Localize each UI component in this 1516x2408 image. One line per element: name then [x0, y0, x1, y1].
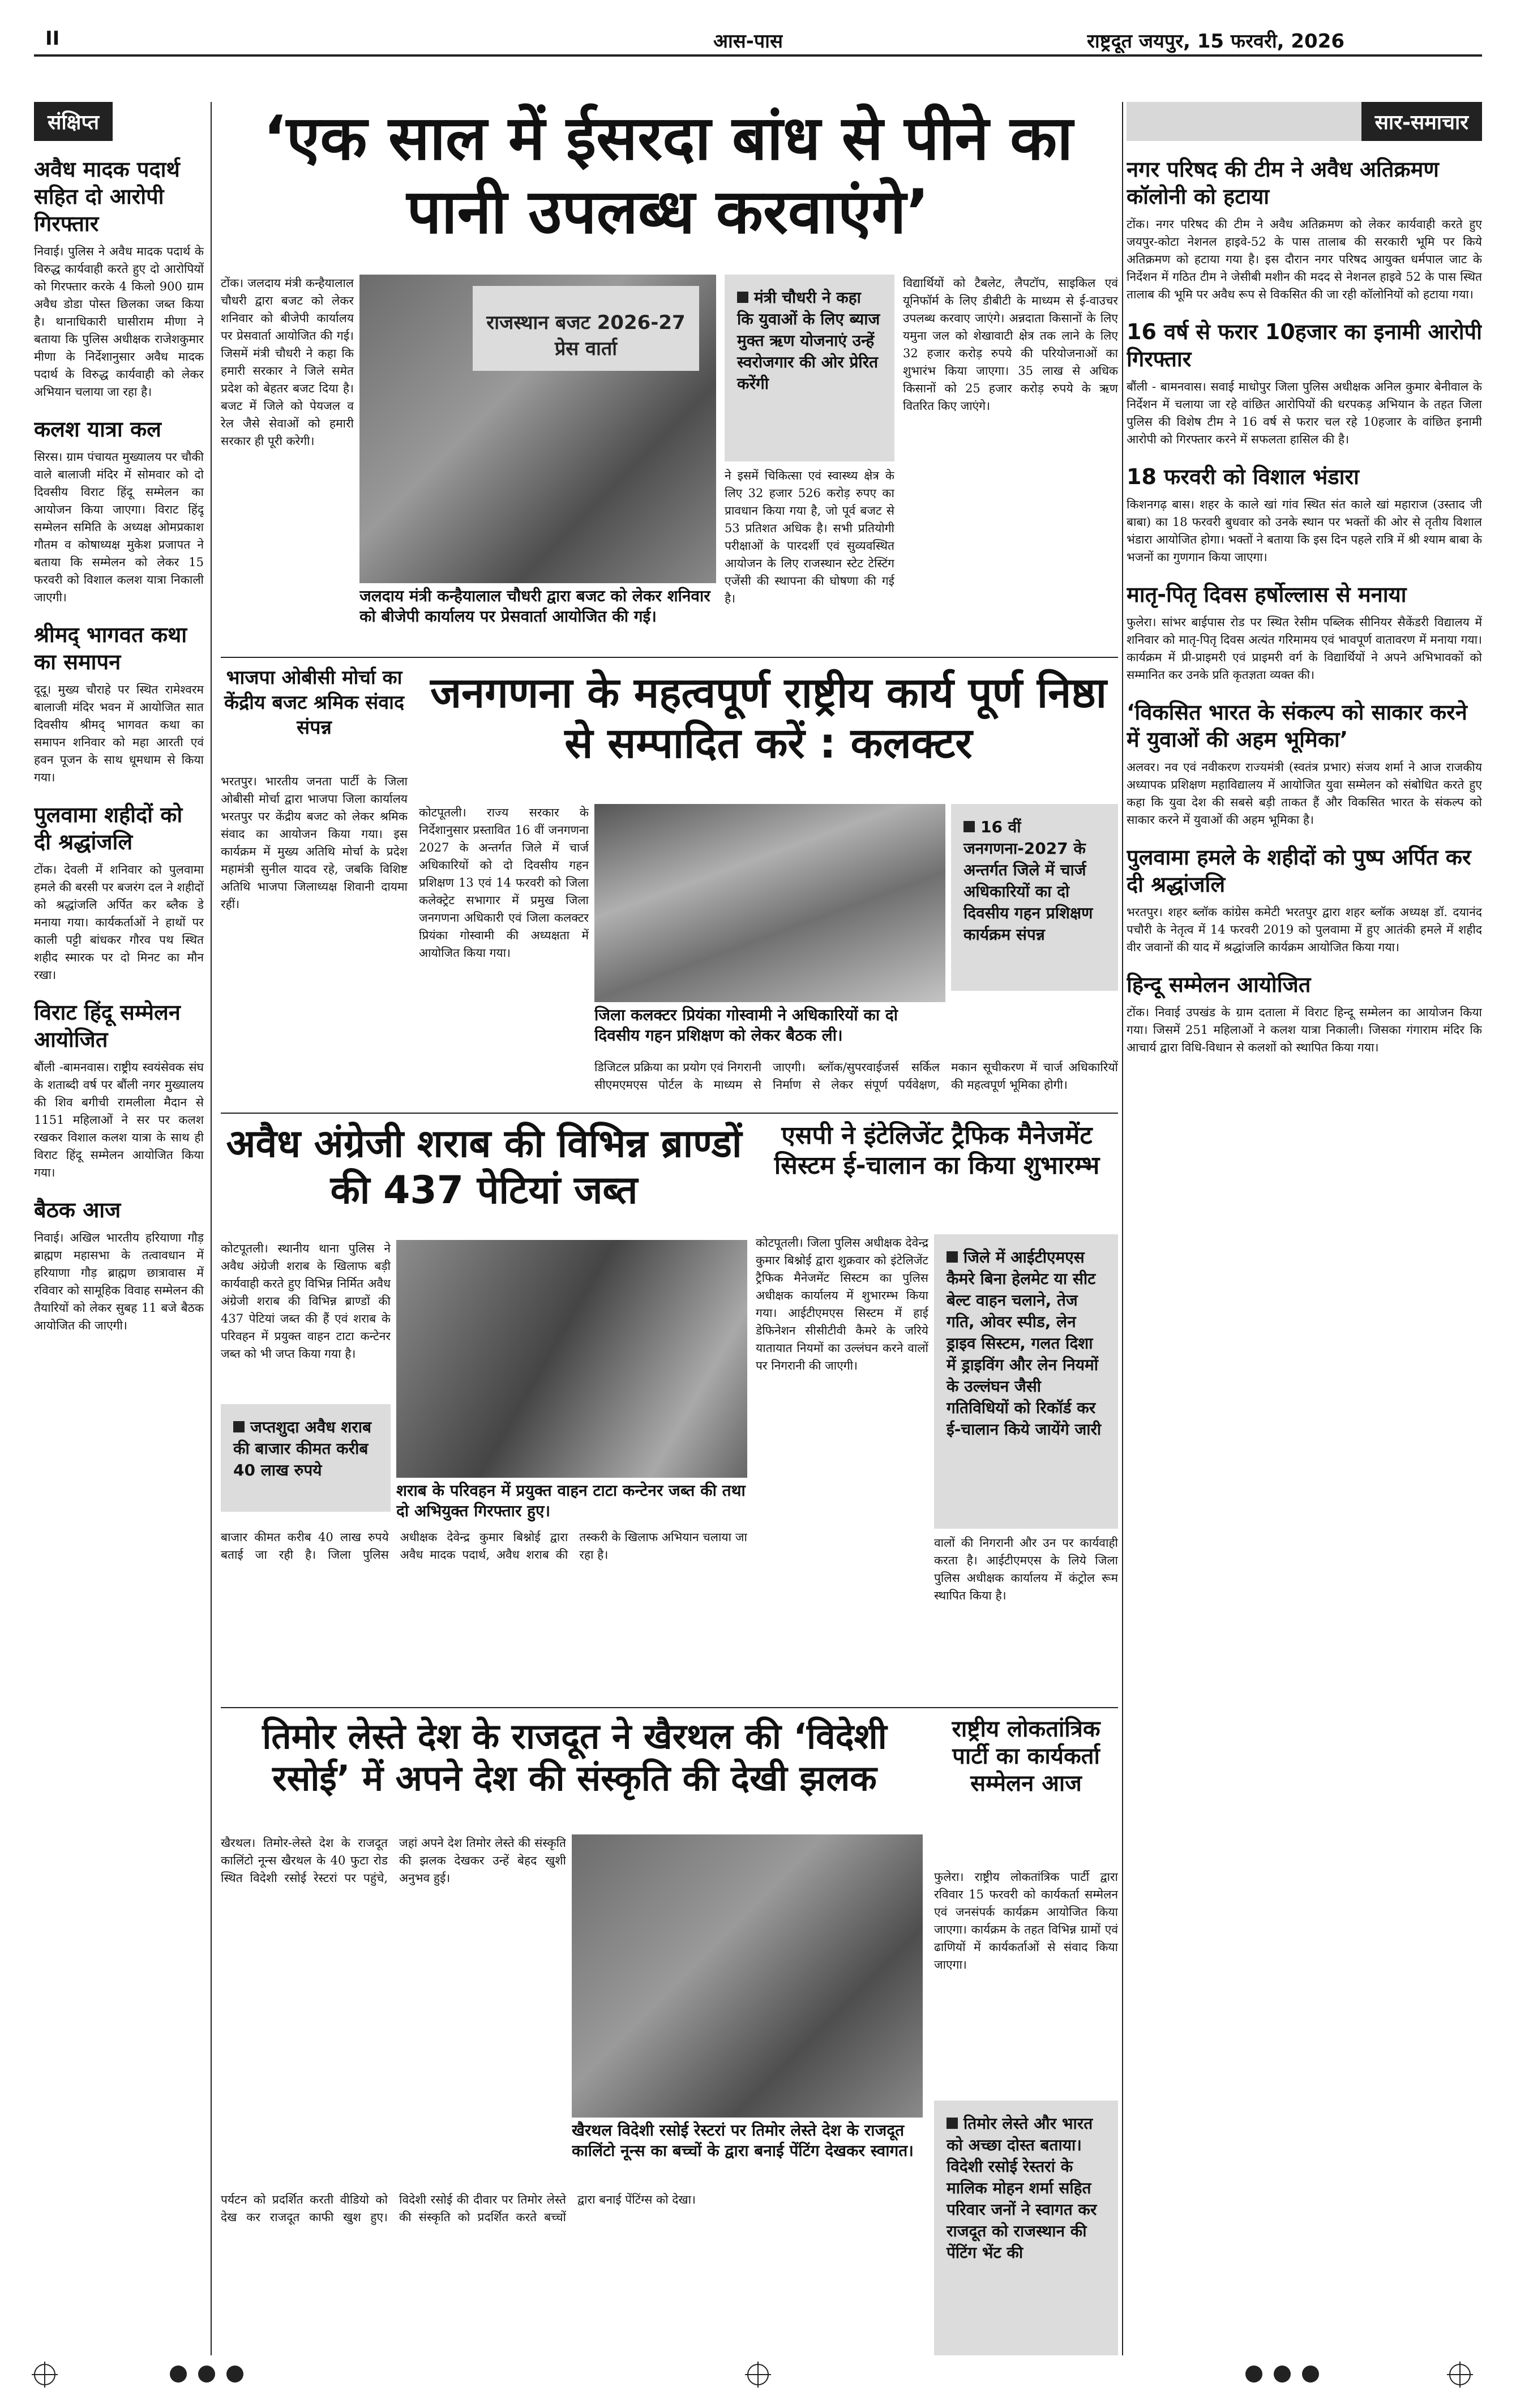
story1-body-3: विद्यार्थियों को टैबलेट, लैपटॉप, साइकिल एवं यूनिफॉर्म के लिए डीबीटी के माध्यम से ई-वाउचर उपलब्ध करवाए जाएंगे। अन्नदाता किसानों के लिए यमुना जल को शेखावाटी क्षेत्र तक लाने के लिए 32 हजार करोड़ रुपये की परियोजनाओं का शुभारंभ किया जाएगा। 35 लाख से अधिक किसानों को 25 हजार करोड़ रुपये के ऋण वितरित किए जाएंगे।: [903, 276, 1118, 413]
story4-body-1: कोटपूतली। जिला पुलिस अधीक्षक देवेन्द्र कुमार बिश्नोई द्वारा शुक्रवार को इंटेलिजेंट ट्रैफिक मैनेजमेंट सिस्टम का पुलिस अधीक्षक कार्यालय में शुभारम्भ किया गया। आईटीएमएस सिस्टम में हाई डेफिनेशन सीसीटीवी कैमरे के जरिये यातायात नियमों का उल्लंघन करने वालों पर निगरानी की जाएगी।: [756, 1236, 928, 1372]
masthead-date: राष्ट्रदूत जयपुर, 15 फरवरी, 2026: [1087, 30, 1345, 53]
story4-body-2: वालों की निगरानी और उन पर कार्यवाही करता है। आईटीएमएस के लिये जिला पुलिस अधीक्षक कार्यालय में कंट्रोल रूम स्थापित किया है।: [934, 1536, 1118, 1602]
brief-headline: पुलवामा हमले के शहीदों को पुष्प अर्पित कर दी श्रद्धांजलि: [1127, 845, 1471, 897]
brief-headline: 18 फरवरी को विशाल भंडारा: [1127, 464, 1359, 489]
brief-body: टोंक। निवाई उपखंड के ग्राम दताला में विराट हिन्दू सम्मेलन का आयोजन किया गया। जिसमें 251 महिलाओं ने कलश यात्रा निकाली। जिसका गंगाराम मंदिर कि आचार्य द्वारा विधि-विधान से कलशों को स्थापित किया गया।: [1127, 1006, 1482, 1054]
story6-body: फुलेरा। राष्ट्रीय लोकतांत्रिक पार्टी द्वारा रविवार 15 फरवरी को कार्यकर्ता सम्मेलन एवं जनसंपर्क कार्यक्रम आयोजित किया जाएगा। कार्यक्रम के तहत विभिन्न ग्रामों एवं ढाणियों में कार्यकर्ताओं से संवाद किया जाएगा।: [934, 1870, 1118, 1971]
brief-body: बौंली -बामनवास। राष्ट्रीय स्वयंसेवक संघ के शताब्दी वर्ष पर बौंली नगर मुख्यालय की शिव बगीची रामलीला मैदान से 1151 महिलाओं ने सर पर कलश रखकर विशाल कलश यात्रा के साथ ही विराट हिंदू सम्मेलन आयोजित किया गया।: [34, 1060, 204, 1179]
bullet-square-icon: [233, 1421, 245, 1432]
brief-headline: विराट हिंदू सम्मेलन आयोजित: [34, 1000, 181, 1052]
story-rule: [221, 1113, 1118, 1114]
press-conference-photo: [359, 275, 716, 583]
brief-body: निवाई। पुलिस ने अवैध मादक पदार्थ के विरुद्ध कार्यवाही करते हुए दो आरोपियों को गिरफ्तार करके 4 किलो 900 ग्राम अवैध डोडा पोस्त छिलका जब्त किया है। थानाधिकारी घासीराम मीणा ने बताया कि पुलिस अधीक्षक राजेशकुमार मीणा के निर्देशानुसार अवैध मादक पदार्थ के विरुद्ध कार्यवाही को लेकर अभियान चलाया जा रहा है।: [34, 245, 204, 399]
brief-headline: कलश यात्रा कल: [34, 417, 161, 442]
story5-body-2: पर्यटन को प्रदर्शित करती वीडियो को देख कर राजदूत काफी खुश हुए। विदेशी रसोई की दीवार पर तिमोर लेस्ते की संस्कृति को प्रदर्शित करते बच्चों द्वारा बनाई पेंटिंग्स को देखा।: [221, 2193, 696, 2224]
page-number: II: [45, 27, 60, 50]
column-rule: [1122, 102, 1123, 2355]
story-rule: [221, 1707, 1118, 1708]
story2-caption: जिला कलक्टर प्रियंका गोस्वामी ने अधिकारियों का दो दिवसीय गहन प्रशिक्षण को लेकर बैठक ली।: [594, 1006, 898, 1045]
color-dot-icon: [1274, 2366, 1291, 2383]
left-briefs-column: [34, 102, 204, 2355]
bullet-square-icon: [947, 2118, 958, 2129]
brief-headline: मातृ-पितृ दिवस हर्षोल्लास से मनाया: [1127, 582, 1407, 607]
bullet-square-icon: [737, 292, 748, 303]
brief-body: अलवर। नव एवं नवीकरण राज्यमंत्री (स्वतंत्र प्रभार) संजय शर्मा ने आज राजकीय अध्यापक प्रशिक्षण महाविद्यालय में आयोजित युवा सम्मेलन को संबोधित करते हुए कहा कि युवा देश की सबसे बड़ी ताकत हैं और विकसित भारत के संकल्प को साकार करने में युवाओं की अहम भूमिका है।: [1127, 760, 1482, 827]
story3-headline: अवैध अंग्रेजी शराब की विभिन्न ब्राण्डों की 437 पेटियां जब्त: [226, 1122, 742, 1213]
header-rule: [34, 54, 1482, 57]
briefs-tag: संक्षिप्त: [34, 102, 113, 141]
liquor-seizure-photo: [396, 1240, 747, 1478]
story6-headline: राष्ट्रीय लोकतांत्रिक पार्टी का कार्यकर्ता सम्मेलन आज: [952, 1716, 1100, 1797]
press-banner: राजस्थान बजट 2026-27 प्रेस वार्ता: [473, 286, 699, 371]
story1-body-2: ने इसमें चिकित्सा एवं स्वास्थ्य क्षेत्र के लिए 32 हजार 526 करोड़ रुपए का प्रावधान किया गया है, जो पूर्व बजट से 53 प्रतिशत अधिक है। सभी प्रतियोगी परीक्षाओं के पारदर्शी एवं सुव्यवस्थित आयोजन के लिए राजस्थान स्टेट टेस्टिंग एजेंसी की स्थापना की घोषणा की गई है।: [725, 469, 894, 605]
registration-mark-icon: [747, 2364, 769, 2385]
brief-headline: ‘विकसित भारत के संकल्प को साकार करने में युवाओं की अहम भूमिका’: [1127, 700, 1467, 752]
brief-body: सिरस। ग्राम पंचायत मुख्यालय पर चौकी वाले बालाजी मंदिर में सोमवार को दो दिवसीय विराट हिंदू सम्मेलन का आयोजन किया जाएगा। विराट हिंदू सम्मेलन समिति के अध्यक्ष ओमप्रकाश गौतम व कोषाध्यक्ष मुकेश प्रजापत ने बताया कि सम्मेलन को लेकर 15 फरवरी को विशाल कलश यात्रा निकाली जाएगी।: [34, 450, 204, 604]
registration-mark-icon: [34, 2364, 55, 2385]
column-rule: [211, 102, 212, 2355]
story2-body-1: कोटपूतली। राज्य सरकार के निर्देशानुसार प्रस्तावित 16 वीं जनगणना 2027 के अन्तर्गत जिले में चार्ज अधिकारियों को दो दिवसीय गहन प्रशिक्षण 13 एवं 14 फरवरी को जिला कलेक्ट्रेट सभागार में प्रमुख जिला जनगणना अधिकारी एवं जिला कलक्टर प्रियंका गोस्वामी की अध्यक्षता में आयोजित किया गया।: [419, 806, 589, 960]
brief-body: फुलेरा। सांभर बाईपास रोड पर स्थित रेसीम पब्लिक सीनियर सैकेंडरी विद्यालय में शनिवार को मातृ-पितृ दिवस अत्यंत गरिमामय एवं भावपूर्ण वातावरण में मनाया गया। कार्यक्रम में प्री-प्राइमरी एवं प्राइमरी वर्ग के विद्यार्थियों ने अपने अभिभावकों को सम्मानित कर उनके प्रति कृतज्ञता व्यक्त की।: [1127, 615, 1482, 682]
story5-body-1: खैरथल। तिमोर-लेस्ते देश के राजदूत कालिंटो नून्स खैरथल के 40 फुटा रोड स्थित विदेशी रसोई रेस्टरां पर पहुंचे, जहां अपने देश तिमोर लेस्ते की संस्कृति की झलक देखकर उन्हें बेहद खुशी अनुभव हुई।: [221, 1836, 566, 1885]
story1-highlight: मंत्री चौधरी ने कहा कि युवाओं के लिए ब्याज मुक्त ऋण योजनाएं उन्हें स्वरोजगार की ओर प्रेरित करेंगी: [725, 275, 894, 461]
story3-body-1: कोटपूतली। स्थानीय थाना पुलिस ने अवैध अंग्रेजी शराब के खिलाफ बड़ी कार्यवाही करते हुए विभिन्न निर्मित अवैध अंग्रेजी शराब की विभिन्न ब्राण्डों की 437 पेटियां जब्त की हैं एवं शराब के परिवहन में प्रयुक्त वाहन टाटा कन्टेनर जब्त को भी जप्त किया गया है।: [221, 1242, 391, 1361]
brief-body: टोंक। नगर परिषद की टीम ने अवैध अतिक्रमण को लेकर कार्यवाही करते हुए जयपुर-कोटा नेशनल हाइवे-52 के पास तालाब की सरकारी भूमि पर किये अतिक्रमण को हटाया गया है। इस दौरान नगर परिषद आयुक्त धर्मपाल जाट के निर्देशन में गठित टीम ने जेसीबी मशीन की मदद से नेशनल हाइवे 52 के पास स्थित तालाब की भूमि पर अवैध रूप से विकसित की जा रही कॉलोनियों को हटाया गया।: [1127, 217, 1482, 301]
brief-headline: बैठक आज: [34, 1197, 121, 1222]
story2-highlight: 16 वीं जनगणना-2027 के अन्तर्गत जिले में चार्ज अधिकारियों का दो दिवसीय गहन प्रशिक्षण कार्यक्रम संपन्न: [951, 804, 1118, 991]
brief-body: किशनगढ़ बास। शहर के काले खां गांव स्थित संत काले खां महाराज (उस्ताद जी बाबा) का 18 फरवरी बुधवार को उनके स्थान पर भक्तों की ओर से तृतीय विशाल भंडारा आयोजित होगा। भक्तों ने बताया कि इस दिन पहले रात्रि में श्री श्याम बाबा के भजनों का गुणगान किया जाएगा।: [1127, 498, 1482, 564]
brief-headline: हिन्दू सम्मेलन आयोजित: [1127, 972, 1311, 997]
story3-caption: शराब के परिवहन में प्रयुक्त वाहन टाटा कन्टेनर जब्त की तथा दो अभियुक्त गिरफ्तार हुए।: [396, 1481, 746, 1520]
color-dot-icon: [226, 2366, 243, 2383]
story5-caption: खैरथल विदेशी रसोई रेस्टरां पर तिमोर लेस्ते देश के राजदूत कालिंटो नून्स का बच्चों के द्वारा बनाई पेंटिंग देखकर स्वागत।: [572, 2121, 914, 2160]
color-dot-icon: [1302, 2366, 1319, 2383]
color-dot-icon: [1245, 2366, 1262, 2383]
story1-body-1: टोंक। जलदाय मंत्री कन्हैयालाल चौधरी द्वारा बजट को लेकर शनिवार को बीजेपी कार्यालय पर प्रेसवार्ता आयोजित की गई। जिसमें मंत्री चौधरी ने कहा कि हमारी सरकार ने जिले समेत प्रदेश को बेहतर बजट दिया है। बजट में जिले को पेयजल व रेल जैसे सेवाओं को हमारी सरकार ही पूरी करेगी।: [221, 276, 354, 448]
story2-body-2: डिजिटल प्रक्रिया का प्रयोग एवं निगरानी सीएमएमएस पोर्टल के माध्यम से जाएगी। ब्लॉक/सुपरवाईजर्स सर्किल निर्माण से लेकर संपूर्ण पर्यवेक्षण, मकान सूचीकरण में चार्ज अधिकारियों की महत्वपूर्ण भूमिका होगी।: [594, 1060, 1118, 1092]
brief-headline: नगर परिषद की टीम ने अवैध अतिक्रमण कॉलोनी को हटाया: [1127, 157, 1439, 209]
collector-meeting-photo: [594, 804, 945, 1002]
registration-mark-icon: [1449, 2364, 1471, 2385]
story2-sub-headline: भाजपा ओबीसी मोर्चा का केंद्रीय बजट श्रमिक संवाद संपन्न: [224, 666, 405, 739]
brief-body: टोंक। देवली में शनिवार को पुलवामा हमले की बरसी पर बजरंग दल ने शहीदों को श्रद्धांजलि अर्पित कर ब्लैक डे मनाया गया। कार्यकर्ताओं ने हाथों पर काली पट्टी बांधकर गौरव पथ स्थित शहीद स्मारक पर दो मिनट का मौन रखा।: [34, 863, 204, 982]
brief-headline: श्रीमद् भागवत कथा का समापन: [34, 622, 187, 674]
story4-highlight: जिले में आईटीएमएस कैमरे बिना हेलमेट या सीट बेल्ट वाहन चलाने, तेज गति, ओवर स्पीड, लेन ड्राइव सिस्टम, गलत दिशा में ड्राइविंग और लेन नियमों के उल्लंघन जैसी गतिविधियों को रिकॉर्ड कर ई-चालान किये जायेंगे जारी: [934, 1234, 1118, 1529]
brief-headline: अवैध मादक पदार्थ सहित दो आरोपी गिरफ्तार: [34, 157, 180, 236]
story2-sub-body: भरतपुर। भारतीय जनता पार्टी के जिला ओबीसी मोर्चा द्वारा भाजपा जिला कार्यालय भरतपुर पर केंद्रीय बजट को लेकर श्रमिक संवाद का आयोजन किया गया। इस कार्यक्रम में मुख्य अतिथि मोर्चा के प्रदेश महामंत्री सुनील यादव रहे, जबकि विशिष्ट अतिथि भाजपा जिलाध्यक्ष शिवानी दायमा रहीं।: [221, 775, 408, 911]
brief-body: बौंली - बामनवास। सवाई माधोपुर जिला पुलिस अधीक्षक अनिल कुमार बेनीवाल के निर्देशन में चलाया जा रहे वांछित आरोपियों की धरपकड़ अभियान के तहत जिला पुलिस की विशेष टीम ने 16 वर्ष से फरार चल रहे 10हजार के वांछित इनामी आरोपी को गिरफ्तार करने में सफलता हासिल की है।: [1127, 380, 1482, 446]
story3-highlight: जप्तशुदा अवैध शराब की बाजार कीमत करीब 40 लाख रुपये: [221, 1404, 391, 1512]
ambassador-visit-photo: [572, 1834, 923, 2118]
story-rule: [221, 657, 1118, 658]
story1-headline: ‘एक साल में ईसरदा बांध से पीने का पानी उपलब्ध करवाएंगे’: [263, 103, 1073, 247]
brief-body: निवाई। अखिल भारतीय हरियाणा गौड़ ब्राह्मण महासभा के तत्वावधान में हरियाणा गौड़ ब्राह्मण छात्रावास में रविवार को सामूहिक विवाह सम्मेलन की तैयारियों को लेकर सुबह 11 बजे बैठक आयोजित की जाएगी।: [34, 1231, 204, 1332]
section-name: आस-पास: [713, 30, 783, 53]
brief-headline: पुलवामा शहीदों को दी श्रद्धांजलि: [34, 802, 183, 854]
color-dot-icon: [170, 2366, 187, 2383]
right-news-column: [1127, 102, 1482, 2355]
story2-headline: जनगणना के महत्वपूर्ण राष्ट्रीय कार्य पूर्ण निष्ठा से सम्पादित करें : कलक्टर: [430, 669, 1107, 768]
story3-body-2: बाजार कीमत करीब 40 लाख रुपये बताई जा रही है। जिला पुलिस अधीक्षक देवेन्द्र कुमार बिश्नोई द्वारा अवैध मादक पदार्थ, अवैध शराब की तस्करी के खिलाफ अभियान चलाया जा रहा है।: [221, 1530, 747, 1562]
brief-body: भरतपुर। शहर ब्लॉक कांग्रेस कमेटी भरतपुर द्वारा शहर ब्लॉक अध्यक्ष डॉ. दयानंद पचौरी के नेतृत्व में 14 फरवरी 2019 को पुलवामा में हुए आतंकी हमले में शहीद वीर जवानों की याद में श्रद्धांजलि कार्यक्रम आयोजित किया गया।: [1127, 905, 1482, 954]
story5-headline: तिमोर लेस्ते देश के राजदूत ने खैरथल की ‘विदेशी रसोई’ में अपने देश की संस्कृति की देखी झलक: [262, 1716, 887, 1799]
news-roundup-tag: सार-समाचार: [1361, 102, 1482, 141]
story5-highlight: तिमोर लेस्ते और भारत को अच्छा दोस्त बताया। विदेशी रसोई रेस्तरां के मालिक मोहन शर्मा सहित परिवार जनों ने स्वागत कर राजदूत को राजस्थान की पेंटिंग भेंट की: [934, 2101, 1118, 2355]
bullet-square-icon: [963, 821, 975, 832]
story1-caption: जलदाय मंत्री कन्हैयालाल चौधरी द्वारा बजट को लेकर शनिवार को बीजेपी कार्यालय पर प्रेसवार्ता आयोजित की गई।: [359, 587, 710, 626]
color-dot-icon: [198, 2366, 215, 2383]
story4-headline: एसपी ने इंटेलिजेंट ट्रैफिक मैनेजमेंट सिस्टम ई-चालान का किया शुभारम्भ: [774, 1121, 1100, 1180]
brief-body: दूदू। मुख्य चौराहे पर स्थित रामेश्वरम बालाजी मंदिर भवन में आयोजित सात दिवसीय श्रीमद् भागवत कथा का समापन शनिवार को महा आरती एवं हवन पूजन के साथ धूमधाम से किया गया।: [34, 683, 204, 784]
bullet-square-icon: [947, 1251, 958, 1263]
brief-headline: 16 वर्ष से फरार 10हजार का इनामी आरोपी गिरफ्तार: [1127, 319, 1482, 371]
